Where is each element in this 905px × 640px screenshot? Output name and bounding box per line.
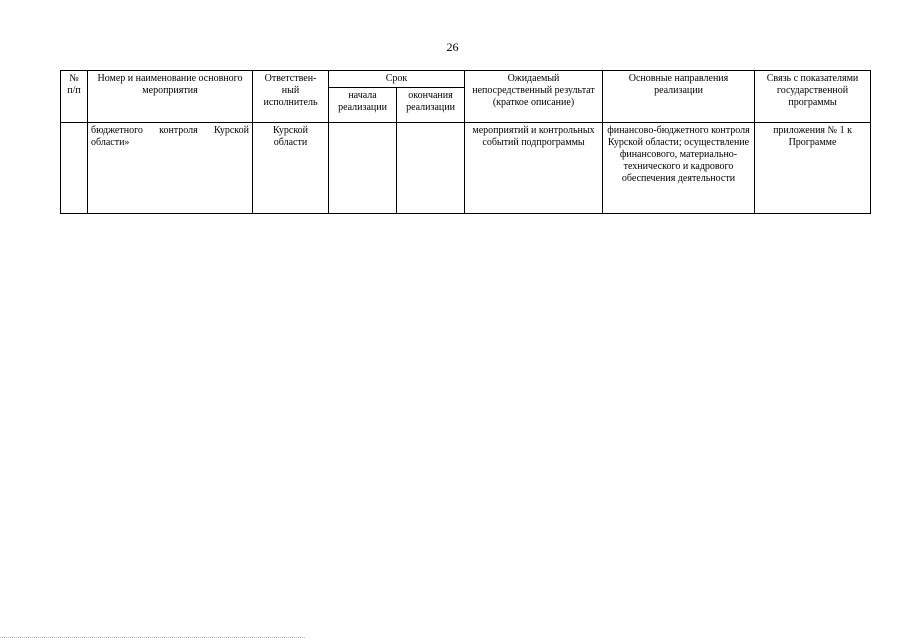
cell-name: бюджетного контроля Курской области» <box>88 123 253 214</box>
cell-link: приложения № 1 к Программе <box>755 123 871 214</box>
table-row <box>61 123 871 214</box>
page-number: 26 <box>446 40 459 54</box>
cell-directions: финансово-бюджетного контроля Курской области; осуществление финансового, материально-технического и кадрового обеспечения деятельности <box>603 123 755 214</box>
header-directions: Основные направления реализации <box>603 71 755 123</box>
cell-result: мероприятий и контрольных событий подпрограммы <box>465 123 603 214</box>
header-name: Номер и наименование основного мероприятия <box>88 71 253 123</box>
cell-term-start <box>329 123 397 214</box>
header-term-start: начала реализации <box>329 88 397 123</box>
header-term: Срок <box>329 71 465 88</box>
scan-artifact-line <box>0 636 305 638</box>
header-responsible: Ответствен-ный исполнитель <box>253 71 329 123</box>
header-link: Связь с показателями государственной программы <box>755 71 871 123</box>
cell-num <box>61 123 88 214</box>
header-term-end: окончания реализации <box>397 88 465 123</box>
header-num: № п/п <box>61 71 88 123</box>
cell-term-end <box>397 123 465 214</box>
header-result: Ожидаемый непосредственный результат (краткое описание) <box>465 71 603 123</box>
activities-table <box>60 70 871 214</box>
table-header-row <box>61 71 871 88</box>
cell-responsible: Курской области <box>253 123 329 214</box>
